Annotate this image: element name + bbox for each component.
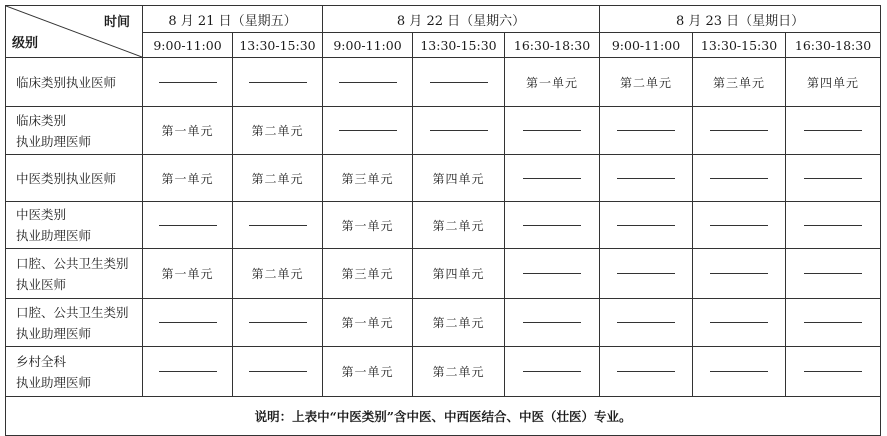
table-row <box>6 347 881 397</box>
row-label-line: 执业助理医师 <box>16 133 92 149</box>
dash-mark <box>617 322 675 323</box>
empty-cell <box>786 249 881 299</box>
empty-cell <box>233 202 323 249</box>
slot-header: 13:30-15:30 <box>693 33 786 58</box>
unit-label: 第二单元 <box>432 316 485 330</box>
empty-cell <box>600 299 693 347</box>
table-row <box>6 155 881 202</box>
row-label-line: 临床类别执业医师 <box>16 74 117 90</box>
empty-cell <box>505 155 600 202</box>
table-row <box>6 107 881 155</box>
empty-cell <box>143 202 233 249</box>
unit-label: 第一单元 <box>341 218 394 233</box>
unit-cell <box>233 249 323 299</box>
dash-mark <box>159 82 217 83</box>
table-row <box>6 249 881 299</box>
dash-mark <box>523 225 581 226</box>
table-row <box>6 299 881 347</box>
unit-label: 第二单元 <box>251 171 304 186</box>
unit-cell <box>323 347 413 397</box>
row-label-cell <box>6 107 143 155</box>
dash-mark <box>617 273 675 274</box>
dash-mark <box>710 130 768 131</box>
row-label-line: 口腔、公共卫生类别 <box>16 255 129 271</box>
unit-label: 第一单元 <box>161 267 214 281</box>
empty-cell <box>143 58 233 107</box>
empty-cell <box>600 249 693 299</box>
date-header-aug23: 8 月 23 日（星期日） <box>600 6 881 33</box>
empty-cell <box>600 107 693 155</box>
unit-label: 第二单元 <box>251 124 304 138</box>
empty-cell <box>413 58 505 107</box>
row-label-line: 临床类别 <box>16 112 67 128</box>
unit-label: 第一单元 <box>526 75 579 90</box>
unit-label: 第二单元 <box>432 365 485 379</box>
empty-cell <box>505 107 600 155</box>
schedule-container <box>5 5 881 436</box>
slot-header: 9:00-11:00 <box>143 33 233 58</box>
empty-cell <box>233 299 323 347</box>
empty-cell <box>600 202 693 249</box>
unit-label: 第三单元 <box>341 267 394 281</box>
table-row <box>6 202 881 249</box>
empty-cell <box>786 347 881 397</box>
unit-label: 第四单元 <box>807 75 860 90</box>
dash-mark <box>617 178 675 179</box>
unit-cell <box>786 58 881 107</box>
empty-cell <box>143 299 233 347</box>
dash-mark <box>249 225 307 226</box>
empty-cell <box>786 202 881 249</box>
dash-mark <box>617 371 675 372</box>
table-row <box>6 58 881 107</box>
unit-label: 第一单元 <box>341 316 394 330</box>
row-label-line: 中医类别 <box>16 207 67 222</box>
unit-label: 第三单元 <box>713 75 766 90</box>
dash-mark <box>710 322 768 323</box>
empty-cell <box>505 202 600 249</box>
empty-cell <box>786 299 881 347</box>
unit-cell <box>413 347 505 397</box>
dash-mark <box>523 273 581 274</box>
unit-cell <box>233 107 323 155</box>
empty-cell <box>693 299 786 347</box>
dash-mark <box>804 322 862 323</box>
unit-label: 第二单元 <box>251 267 304 281</box>
dash-mark <box>159 322 217 323</box>
empty-cell <box>786 155 881 202</box>
empty-cell <box>693 202 786 249</box>
empty-cell <box>413 107 505 155</box>
corner-level-label: 级别 <box>12 36 39 51</box>
empty-cell <box>323 58 413 107</box>
empty-cell <box>505 299 600 347</box>
dash-mark <box>710 225 768 226</box>
dash-mark <box>523 371 581 372</box>
schedule-body <box>6 58 881 397</box>
unit-cell <box>600 58 693 107</box>
unit-label: 第三单元 <box>341 171 394 186</box>
dash-mark <box>523 130 581 131</box>
dash-mark <box>710 371 768 372</box>
row-label-line: 口腔、公共卫生类别 <box>16 304 129 320</box>
dash-mark <box>523 322 581 323</box>
dash-mark <box>804 371 862 372</box>
row-label-line: 执业助理医师 <box>16 374 92 390</box>
unit-cell <box>323 249 413 299</box>
row-label-cell <box>6 202 143 249</box>
unit-label: 第二单元 <box>432 218 485 233</box>
dash-mark <box>249 322 307 323</box>
header-corner-cell <box>6 6 143 58</box>
exam-schedule-table <box>5 5 881 436</box>
dash-mark <box>617 130 675 131</box>
unit-cell <box>413 202 505 249</box>
unit-label: 第一单元 <box>341 365 394 379</box>
row-label-line: 中医类别执业医师 <box>16 170 117 186</box>
unit-label: 第四单元 <box>432 171 485 186</box>
unit-cell <box>413 299 505 347</box>
empty-cell <box>693 249 786 299</box>
dash-mark <box>249 371 307 372</box>
empty-cell <box>600 155 693 202</box>
dash-mark <box>710 273 768 274</box>
unit-label: 第一单元 <box>161 124 214 138</box>
unit-cell <box>143 249 233 299</box>
unit-label: 第一单元 <box>161 171 214 186</box>
empty-cell <box>233 347 323 397</box>
dash-mark <box>804 178 862 179</box>
corner-time-label: 时间 <box>103 15 130 30</box>
unit-cell <box>505 58 600 107</box>
unit-cell <box>693 58 786 107</box>
row-label-cell <box>6 347 143 397</box>
unit-cell <box>323 202 413 249</box>
empty-cell <box>143 347 233 397</box>
dash-mark <box>430 130 488 131</box>
empty-cell <box>505 347 600 397</box>
footnote: 说明：上表中“中医类别”含中医、中西医结合、中医（壮医）专业。 <box>6 397 881 436</box>
row-label-cell <box>6 249 143 299</box>
row-label-cell <box>6 58 143 107</box>
slot-header: 9:00-11:00 <box>323 33 413 58</box>
dash-mark <box>159 225 217 226</box>
unit-cell <box>233 155 323 202</box>
unit-label: 第二单元 <box>620 75 673 90</box>
unit-cell <box>413 249 505 299</box>
empty-cell <box>233 58 323 107</box>
unit-label: 第四单元 <box>432 267 485 281</box>
empty-cell <box>693 347 786 397</box>
unit-cell <box>323 299 413 347</box>
dash-mark <box>804 273 862 274</box>
dash-mark <box>339 130 397 131</box>
empty-cell <box>600 347 693 397</box>
slot-header: 9:00-11:00 <box>600 33 693 58</box>
dash-mark <box>617 225 675 226</box>
empty-cell <box>786 107 881 155</box>
row-label-cell <box>6 299 143 347</box>
empty-cell <box>505 249 600 299</box>
dash-mark <box>249 82 307 83</box>
row-label-line: 乡村全科 <box>16 353 67 369</box>
empty-cell <box>693 107 786 155</box>
slot-header: 16:30-18:30 <box>505 33 600 58</box>
empty-cell <box>323 107 413 155</box>
slot-header: 13:30-15:30 <box>233 33 323 58</box>
unit-cell <box>323 155 413 202</box>
row-label-line: 执业助理医师 <box>16 228 92 243</box>
dash-mark <box>523 178 581 179</box>
row-label-line: 执业助理医师 <box>16 325 92 341</box>
date-header-aug21: 8 月 21 日（星期五） <box>143 6 323 33</box>
unit-cell <box>143 155 233 202</box>
slot-header: 13:30-15:30 <box>413 33 505 58</box>
row-label-cell <box>6 155 143 202</box>
row-label-line: 执业医师 <box>16 276 67 292</box>
unit-cell <box>413 155 505 202</box>
dash-mark <box>804 225 862 226</box>
dash-mark <box>710 178 768 179</box>
dash-mark <box>804 130 862 131</box>
empty-cell <box>693 155 786 202</box>
dash-mark <box>430 82 488 83</box>
date-header-aug22: 8 月 22 日（星期六） <box>323 6 600 33</box>
dash-mark <box>339 82 397 83</box>
slot-header: 16:30-18:30 <box>786 33 881 58</box>
unit-cell <box>143 107 233 155</box>
dash-mark <box>159 371 217 372</box>
